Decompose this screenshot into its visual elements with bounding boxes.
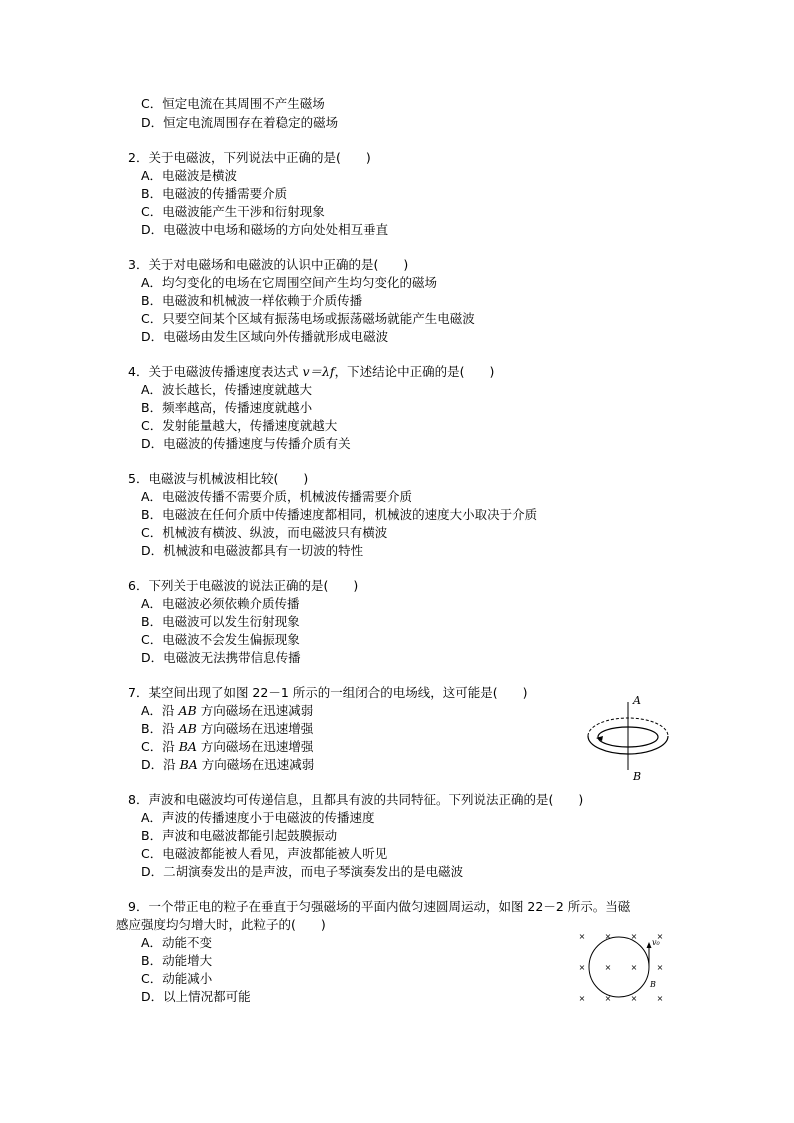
q7-option-c-direction: BA [178,739,197,754]
q4-formula: v＝λf [302,364,335,379]
velocity-arrow-head [647,942,652,948]
q6-option-d: D．电磁波无法携带信息传播 [141,650,301,665]
q9-stem-line1: 9．一个带正电的粒子在垂直于匀强磁场的平面内做匀速圆周运动，如图 22－2 所示。当磁 [128,899,631,914]
figure-label-a: A [633,694,641,707]
q5-option-c: C．机械波有横波、纵波，而电磁波只有横波 [141,525,388,540]
q7-option-b-direction: AB [178,721,197,736]
velocity-label: v₀ [652,938,660,947]
q6-option-b: B．电磁波可以发生衍射现象 [141,614,300,629]
figure-22-2-circular-motion [572,926,672,1008]
q5-option-d: D．机械波和电磁波都具有一切波的特性 [141,543,364,558]
field-cross: × [656,994,664,1003]
q1-option-c: C．恒定电流在其周围不产生磁场 [141,96,325,111]
q7-option-a [141,702,313,720]
q4-stem [128,363,494,381]
q8-option-c: C．电磁波都能被人看见，声波都能被人听见 [141,846,388,861]
q7-option-a-direction: AB [178,703,197,718]
q8-option-d: D．二胡演奏发出的是声波，而电子琴演奏发出的是电磁波 [141,864,464,879]
q2-stem: 2．关于电磁波，下列说法中正确的是( ) [128,150,371,165]
q7-option-c-text: 方向磁场在迅速增强 [196,739,314,754]
q2-option-a: A．电磁波是横波 [141,168,238,183]
q4-stem-start: 4．关于电磁波传播速度表达式 [128,364,303,379]
field-cross: × [630,932,638,941]
q9-option-a: A．动能不变 [141,935,213,950]
q7-stem: 7．某空间出现了如图 22－1 所示的一组闭合的电场线，这可能是( ) [128,685,528,700]
q2-option-d: D．电磁波中电场和磁场的方向处处相互垂直 [141,222,389,237]
q7-option-d [141,756,314,774]
field-cross: × [656,932,664,941]
q9-option-b: B．动能增大 [141,953,213,968]
q7-option-b-prefix: B．沿 [141,721,179,736]
q4-stem-end: ，下述结论中正确的是( ) [334,364,495,379]
q3-stem: 3．关于对电磁场和电磁波的认识中正确的是( ) [128,257,409,272]
q4-option-a: A．波长越长，传播速度就越大 [141,382,313,397]
q5-option-b: B．电磁波在任何介质中传播速度都相同，机械波的速度大小取决于介质 [141,507,538,522]
q7-option-a-text: 方向磁场在迅速减弱 [196,703,314,718]
q7-option-c-prefix: C．沿 [141,739,179,754]
q8-option-b: B．声波和电磁波都能引起鼓膜振动 [141,828,338,843]
q1-option-d: D．恒定电流周围存在着稳定的磁场 [141,115,339,130]
q3-option-b: B．电磁波和机械波一样依赖于介质传播 [141,293,363,308]
q9-stem-line2: 感应强度均匀增大时，此粒子的( ) [116,917,326,932]
q4-option-c: C．发射能量越大，传播速度就越大 [141,418,338,433]
q5-option-a: A．电磁波传播不需要介质，机械波传播需要介质 [141,489,413,504]
q3-option-d: D．电磁场由发生区域向外传播就形成电磁波 [141,329,389,344]
q7-option-d-direction: BA [179,757,198,772]
q9-option-c: C．动能减小 [141,971,213,986]
q6-option-c: C．电磁波不会发生偏振现象 [141,632,300,647]
q8-option-a: A．声波的传播速度小于电磁波的传播速度 [141,810,375,825]
q3-option-c: C．只要空间某个区域有振荡电场或振荡磁场就能产生电磁波 [141,311,475,326]
q5-stem: 5．电磁波与机械波相比较( ) [128,471,309,486]
q8-stem: 8．声波和电磁波均可传递信息，且都具有波的共同特征。下列说法正确的是( ) [128,792,584,807]
field-cross: × [630,963,638,972]
q2-option-c: C．电磁波能产生干涉和衍射现象 [141,204,325,219]
q4-option-d: D．电磁波的传播速度与传播介质有关 [141,436,351,451]
particle-orbit [589,937,649,997]
q7-option-c [141,738,313,756]
field-label-b: B [650,980,656,989]
q3-option-a: A．均匀变化的电场在它周围空间产生均匀变化的磁场 [141,275,438,290]
q6-option-a: A．电磁波必须依赖介质传播 [141,596,300,611]
field-cross: × [578,994,586,1003]
q2-option-b: B．电磁波的传播需要介质 [141,186,288,201]
field-cross: × [578,963,586,972]
q7-option-a-prefix: A．沿 [141,703,179,718]
q7-option-b [141,720,313,738]
q6-stem: 6．下列关于电磁波的说法正确的是( ) [128,578,359,593]
field-cross: × [604,963,612,972]
field-cross: × [604,932,612,941]
q9-option-d: D．以上情况都可能 [141,989,251,1004]
field-cross: × [604,994,612,1003]
figure-label-b: B [633,770,642,783]
field-cross: × [630,994,638,1003]
q7-option-b-text: 方向磁场在迅速增强 [196,721,314,736]
q7-option-d-text: 方向磁场在迅速减弱 [197,757,315,772]
q7-option-d-prefix: D．沿 [141,757,180,772]
field-cross: × [656,963,664,972]
figure-22-1-closed-field-lines [582,690,682,786]
q4-option-b: B．频率越高，传播速度就越小 [141,400,313,415]
field-cross: × [578,932,586,941]
